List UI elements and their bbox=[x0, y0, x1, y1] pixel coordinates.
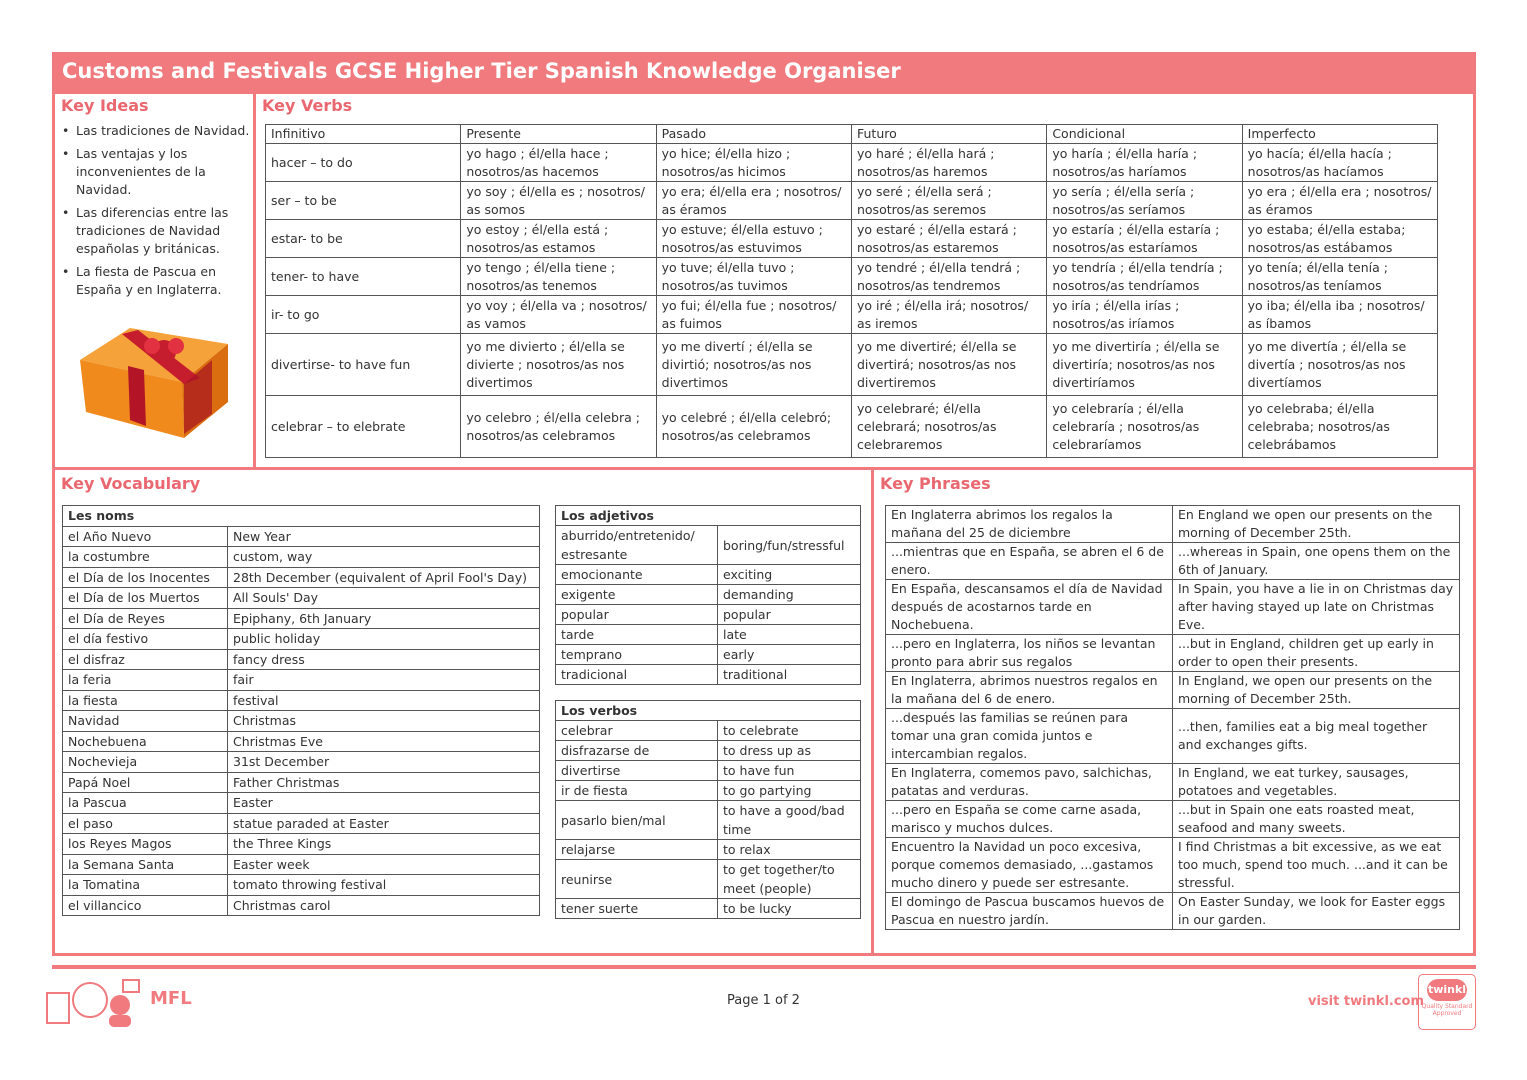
table-cell: Pasado bbox=[656, 125, 851, 144]
table-cell: Papá Noel bbox=[63, 772, 228, 793]
table-cell: yo iría ; él/ella irías ; nosotros/as iríamos bbox=[1047, 296, 1242, 334]
table-cell: to go partying bbox=[718, 781, 861, 801]
table-cell: ...pero en España se come carne asada, marisco y muchos dulces. bbox=[886, 801, 1173, 838]
table-cell: disfrazarse de bbox=[556, 741, 718, 761]
table-cell: yo fui; él/ella fue ; nosotros/ as fuimos bbox=[656, 296, 851, 334]
table-cell: late bbox=[718, 625, 861, 645]
table-cell: to have a good/bad time bbox=[718, 801, 861, 840]
table-cell: la costumbre bbox=[63, 547, 228, 568]
table-cell: la fiesta bbox=[63, 690, 228, 711]
table-cell: tarde bbox=[556, 625, 718, 645]
table-cell: exigente bbox=[556, 585, 718, 605]
table-row bbox=[556, 761, 861, 781]
table-row bbox=[886, 672, 1460, 709]
table-cell: Christmas carol bbox=[228, 895, 540, 916]
table-cell: emocionante bbox=[556, 565, 718, 585]
table-row bbox=[886, 893, 1460, 930]
table-cell: ...pero en Inglaterra, los niños se levantan pronto para abrir sus regalos bbox=[886, 635, 1173, 672]
table-cell: En Inglaterra, abrimos nuestros regalos en la mañana del 6 de enero. bbox=[886, 672, 1173, 709]
table-cell: yo haría ; él/ella haría ; nosotros/as haríamos bbox=[1047, 144, 1242, 182]
table-row bbox=[63, 875, 540, 896]
table-cell: En England we open our presents on the morning of December 25th. bbox=[1173, 506, 1460, 543]
table-cell: En España, descansamos el día de Navidad después de acostarnos tarde en Nochebuena. bbox=[886, 580, 1173, 635]
table-cell: relajarse bbox=[556, 840, 718, 860]
table-cell: yo hice; él/ella hizo ; nosotros/as hicimos bbox=[656, 144, 851, 182]
table-row bbox=[886, 709, 1460, 764]
table-cell: ser – to be bbox=[266, 182, 461, 220]
table-cell: to celebrate bbox=[718, 721, 861, 741]
table-row bbox=[556, 860, 861, 899]
table-cell: demanding bbox=[718, 585, 861, 605]
table-row bbox=[556, 565, 861, 585]
table-cell: yo tenía; él/ella tenía ; nosotros/as teníamos bbox=[1242, 258, 1437, 296]
table-cell: pasarlo bien/mal bbox=[556, 801, 718, 840]
table-cell: los Reyes Magos bbox=[63, 834, 228, 855]
table-cell: ...then, families eat a big meal together and exchanges gifts. bbox=[1173, 709, 1460, 764]
table-cell: temprano bbox=[556, 645, 718, 665]
table-cell: el villancico bbox=[63, 895, 228, 916]
key-vocab-heading: Key Vocabulary bbox=[61, 474, 201, 493]
divider bbox=[253, 94, 256, 468]
table-cell: to dress up as bbox=[718, 741, 861, 761]
key-ideas-list bbox=[60, 122, 250, 304]
table-cell: On Easter Sunday, we look for Easter eggs in our garden. bbox=[1173, 893, 1460, 930]
table-cell: yo era ; él/ella era ; nosotros/ as éramos bbox=[1242, 182, 1437, 220]
table-title: Les noms bbox=[63, 506, 540, 527]
key-idea: • La fiesta de Pascua en España y en Inglaterra. bbox=[60, 263, 250, 299]
table-cell: yo celebraría ; él/ella celebraría ; nosotros/as celebraríamos bbox=[1047, 396, 1242, 458]
table-cell: In England, we eat turkey, sausages, potatoes and vegetables. bbox=[1173, 764, 1460, 801]
table-cell: yo me divierto ; él/ella se divierte ; nosotros/as nos divertimos bbox=[461, 334, 656, 396]
table-row bbox=[266, 125, 1438, 144]
table-cell: tomato throwing festival bbox=[228, 875, 540, 896]
table-cell: Infinitivo bbox=[266, 125, 461, 144]
table-cell: Nochevieja bbox=[63, 752, 228, 773]
table-cell: yo celebraba; él/ella celebraba; nosotros/as celebrábamos bbox=[1242, 396, 1437, 458]
nouns-table bbox=[62, 505, 540, 916]
table-cell: yo me divertiría ; él/ella se divertiría; nosotros/as nos divertiríamos bbox=[1047, 334, 1242, 396]
table-cell: el día festivo bbox=[63, 629, 228, 650]
table-cell: Presente bbox=[461, 125, 656, 144]
table-cell: el Día de los Muertos bbox=[63, 588, 228, 609]
divider bbox=[52, 467, 1476, 470]
table-cell: to be lucky bbox=[718, 899, 861, 919]
table-row bbox=[63, 752, 540, 773]
key-phrases-heading: Key Phrases bbox=[880, 474, 991, 493]
table-row bbox=[886, 543, 1460, 580]
table-row bbox=[63, 608, 540, 629]
table-row bbox=[886, 635, 1460, 672]
table-cell: yo estaba; él/ella estaba; nosotros/as estábamos bbox=[1242, 220, 1437, 258]
table-cell: yo tendré ; él/ella tendrá ; nosotros/as tendremos bbox=[851, 258, 1046, 296]
key-idea: • Las ventajas y los inconvenientes de la Navidad. bbox=[60, 145, 250, 199]
table-cell: ...but in Spain one eats roasted meat, seafood and many sweets. bbox=[1173, 801, 1460, 838]
table-cell: yo sería ; él/ella sería ; nosotros/as seríamos bbox=[1047, 182, 1242, 220]
table-row bbox=[556, 625, 861, 645]
table-cell: yo tendría ; él/ella tendría ; nosotros/as tendríamos bbox=[1047, 258, 1242, 296]
table-cell: Imperfecto bbox=[1242, 125, 1437, 144]
table-cell: celebrar – to elebrate bbox=[266, 396, 461, 458]
key-idea: • Las diferencias entre las tradiciones de Navidad españolas y británicas. bbox=[60, 204, 250, 258]
table-cell: exciting bbox=[718, 565, 861, 585]
key-idea: • Las tradiciones de Navidad. bbox=[60, 122, 250, 140]
table-cell: divertirse bbox=[556, 761, 718, 781]
table-cell: En Inglaterra, comemos pavo, salchichas, patatas and verduras. bbox=[886, 764, 1173, 801]
table-cell: el disfraz bbox=[63, 649, 228, 670]
table-cell: yo celebraré; él/ella celebrará; nosotros/as celebraremos bbox=[851, 396, 1046, 458]
table-cell: traditional bbox=[718, 665, 861, 685]
table-cell: la Tomatina bbox=[63, 875, 228, 896]
table-header-row bbox=[556, 701, 861, 721]
table-row bbox=[556, 899, 861, 919]
table-header-row bbox=[63, 506, 540, 527]
table-header-row bbox=[556, 506, 861, 526]
adjectives-table bbox=[555, 505, 861, 685]
table-cell: Christmas bbox=[228, 711, 540, 732]
table-row bbox=[556, 605, 861, 625]
badge-text: Quality Standard Approved bbox=[1421, 1003, 1473, 1017]
table-cell: yo voy ; él/ella va ; nosotros/ as vamos bbox=[461, 296, 656, 334]
footer-divider bbox=[52, 965, 1476, 969]
table-row bbox=[266, 258, 1438, 296]
table-cell: Father Christmas bbox=[228, 772, 540, 793]
table-row bbox=[266, 334, 1438, 396]
table-row bbox=[63, 854, 540, 875]
quality-badge bbox=[1418, 974, 1476, 1030]
table-cell: ...mientras que en España, se abren el 6 de enero. bbox=[886, 543, 1173, 580]
table-cell: In Spain, you have a lie in on Christmas day after having stayed up late on Christmas Eve. bbox=[1173, 580, 1460, 635]
table-row bbox=[556, 585, 861, 605]
table-cell: aburrido/entretenido/ estresante bbox=[556, 526, 718, 565]
table-cell: In England, we open our presents on the morning of December 25th. bbox=[1173, 672, 1460, 709]
table-row bbox=[63, 629, 540, 650]
table-cell: yo me divertía ; él/ella se divertía ; nosotros/as nos divertíamos bbox=[1242, 334, 1437, 396]
page-title: Customs and Festivals GCSE Higher Tier Spanish Knowledge Organiser bbox=[52, 52, 1476, 94]
table-cell: 31st December bbox=[228, 752, 540, 773]
table-row bbox=[63, 731, 540, 752]
table-cell: fancy dress bbox=[228, 649, 540, 670]
table-cell: Encuentro la Navidad un poco excesiva, porque comemos demasiado, ...gastamos mucho dinero y puede ser estresante. bbox=[886, 838, 1173, 893]
table-row bbox=[63, 670, 540, 691]
table-cell: yo hacía; él/ella hacía ; nosotros/as hacíamos bbox=[1242, 144, 1437, 182]
table-cell: to get together/to meet (people) bbox=[718, 860, 861, 899]
table-cell: tener suerte bbox=[556, 899, 718, 919]
table-cell: En Inglaterra abrimos los regalos la mañana del 25 de diciembre bbox=[886, 506, 1173, 543]
twinkl-logo: twinkl bbox=[1427, 979, 1467, 1001]
gift-box-icon bbox=[72, 322, 234, 442]
table-cell: el paso bbox=[63, 813, 228, 834]
table-row bbox=[63, 567, 540, 588]
table-row bbox=[556, 526, 861, 565]
table-cell: el Día de Reyes bbox=[63, 608, 228, 629]
visit-link[interactable]: visit twinkl.com bbox=[1308, 994, 1425, 1009]
table-cell: yo me divertí ; él/ella se divirtió; nosotros/as nos divertimos bbox=[656, 334, 851, 396]
key-phrases-table bbox=[885, 505, 1460, 930]
table-row bbox=[886, 838, 1460, 893]
table-cell: ...después las familias se reúnen para tomar una gran comida juntos e intercambian regalos. bbox=[886, 709, 1173, 764]
vocab-verbs-table bbox=[555, 700, 861, 919]
table-cell: festival bbox=[228, 690, 540, 711]
table-cell: Epiphany, 6th January bbox=[228, 608, 540, 629]
table-row bbox=[556, 801, 861, 840]
table-row bbox=[63, 711, 540, 732]
table-row bbox=[886, 801, 1460, 838]
table-cell: yo era; él/ella era ; nosotros/ as éramos bbox=[656, 182, 851, 220]
table-row bbox=[556, 645, 861, 665]
table-cell: tener- to have bbox=[266, 258, 461, 296]
mfl-logo-icon bbox=[45, 975, 140, 1030]
table-cell: I find Christmas a bit excessive, as we eat too much, spend too much. ...and it can be stressful. bbox=[1173, 838, 1460, 893]
table-cell: tradicional bbox=[556, 665, 718, 685]
table-cell: yo tuve; él/ella tuvo ; nosotros/as tuvimos bbox=[656, 258, 851, 296]
table-cell: yo estoy ; él/ella está ; nosotros/as estamos bbox=[461, 220, 656, 258]
table-cell: el Día de los Inocentes bbox=[63, 567, 228, 588]
table-cell: early bbox=[718, 645, 861, 665]
page-number: Page 1 of 2 bbox=[727, 993, 800, 1008]
table-cell: yo estaré ; él/ella estará ; nosotros/as estaremos bbox=[851, 220, 1046, 258]
key-verbs-table bbox=[265, 124, 1438, 458]
table-cell: public holiday bbox=[228, 629, 540, 650]
table-cell: boring/fun/stressful bbox=[718, 526, 861, 565]
table-row bbox=[266, 182, 1438, 220]
table-title: Los verbos bbox=[556, 701, 861, 721]
key-verbs-heading: Key Verbs bbox=[262, 96, 353, 115]
table-row bbox=[266, 396, 1438, 458]
table-cell: to relax bbox=[718, 840, 861, 860]
table-cell: yo celebro ; él/ella celebra ; nosotros/as celebramos bbox=[461, 396, 656, 458]
table-cell: ...whereas in Spain, one opens them on the 6th of January. bbox=[1173, 543, 1460, 580]
table-cell: fair bbox=[228, 670, 540, 691]
table-cell: the Three Kings bbox=[228, 834, 540, 855]
table-row bbox=[556, 665, 861, 685]
table-row bbox=[886, 506, 1460, 543]
table-row bbox=[63, 588, 540, 609]
table-row bbox=[63, 895, 540, 916]
table-cell: la Semana Santa bbox=[63, 854, 228, 875]
table-cell: yo hago ; él/ella hace ; nosotros/as hacemos bbox=[461, 144, 656, 182]
table-row bbox=[266, 220, 1438, 258]
table-cell: yo celebré ; él/ella celebró; nosotros/as celebramos bbox=[656, 396, 851, 458]
table-cell: All Souls' Day bbox=[228, 588, 540, 609]
table-cell: New Year bbox=[228, 526, 540, 547]
table-cell: celebrar bbox=[556, 721, 718, 741]
table-cell: El domingo de Pascua buscamos huevos de Pascua en nuestro jardín. bbox=[886, 893, 1173, 930]
table-row bbox=[266, 296, 1438, 334]
table-cell: Easter week bbox=[228, 854, 540, 875]
table-row bbox=[63, 690, 540, 711]
table-row bbox=[556, 741, 861, 761]
table-cell: Christmas Eve bbox=[228, 731, 540, 752]
table-cell: Nochebuena bbox=[63, 731, 228, 752]
table-cell: estar- to be bbox=[266, 220, 461, 258]
table-cell: Condicional bbox=[1047, 125, 1242, 144]
table-cell: la feria bbox=[63, 670, 228, 691]
table-row bbox=[266, 144, 1438, 182]
table-row bbox=[63, 834, 540, 855]
table-cell: popular bbox=[556, 605, 718, 625]
table-cell: divertirse- to have fun bbox=[266, 334, 461, 396]
table-cell: yo estuve; él/ella estuvo ; nosotros/as estuvimos bbox=[656, 220, 851, 258]
table-row bbox=[63, 526, 540, 547]
table-row bbox=[556, 840, 861, 860]
table-title: Los adjetivos bbox=[556, 506, 861, 526]
table-cell: hacer – to do bbox=[266, 144, 461, 182]
table-row bbox=[886, 764, 1460, 801]
table-cell: 28th December (equivalent of April Fool's Day) bbox=[228, 567, 540, 588]
table-cell: popular bbox=[718, 605, 861, 625]
table-cell: el Año Nuevo bbox=[63, 526, 228, 547]
table-cell: ir- to go bbox=[266, 296, 461, 334]
key-ideas-heading: Key Ideas bbox=[61, 96, 149, 115]
table-cell: statue paraded at Easter bbox=[228, 813, 540, 834]
table-cell: yo iré ; él/ella irá; nosotros/ as iremos bbox=[851, 296, 1046, 334]
table-cell: yo soy ; él/ella es ; nosotros/ as somos bbox=[461, 182, 656, 220]
table-cell: yo me divertiré; él/ella se divertirá; nosotros/as nos divertiremos bbox=[851, 334, 1046, 396]
table-cell: yo tengo ; él/ella tiene ; nosotros/as tenemos bbox=[461, 258, 656, 296]
table-cell: Easter bbox=[228, 793, 540, 814]
table-cell: la Pascua bbox=[63, 793, 228, 814]
table-cell: Futuro bbox=[851, 125, 1046, 144]
table-row bbox=[63, 772, 540, 793]
table-row bbox=[63, 649, 540, 670]
table-cell: ...but in England, children get up early in order to open their presents. bbox=[1173, 635, 1460, 672]
table-cell: ir de fiesta bbox=[556, 781, 718, 801]
table-row bbox=[63, 793, 540, 814]
table-row bbox=[63, 813, 540, 834]
table-cell: custom, way bbox=[228, 547, 540, 568]
table-cell: Navidad bbox=[63, 711, 228, 732]
table-cell: reunirse bbox=[556, 860, 718, 899]
table-cell: yo estaría ; él/ella estaría ; nosotros/as estaríamos bbox=[1047, 220, 1242, 258]
table-cell: yo iba; él/ella iba ; nosotros/ as íbamos bbox=[1242, 296, 1437, 334]
table-row bbox=[556, 781, 861, 801]
table-row bbox=[556, 721, 861, 741]
table-row bbox=[886, 580, 1460, 635]
subject-label: MFL bbox=[150, 988, 192, 1009]
divider bbox=[871, 468, 874, 956]
table-cell: to have fun bbox=[718, 761, 861, 781]
table-cell: yo seré ; él/ella será ; nosotros/as seremos bbox=[851, 182, 1046, 220]
table-row bbox=[63, 547, 540, 568]
table-cell: yo haré ; él/ella hará ; nosotros/as haremos bbox=[851, 144, 1046, 182]
